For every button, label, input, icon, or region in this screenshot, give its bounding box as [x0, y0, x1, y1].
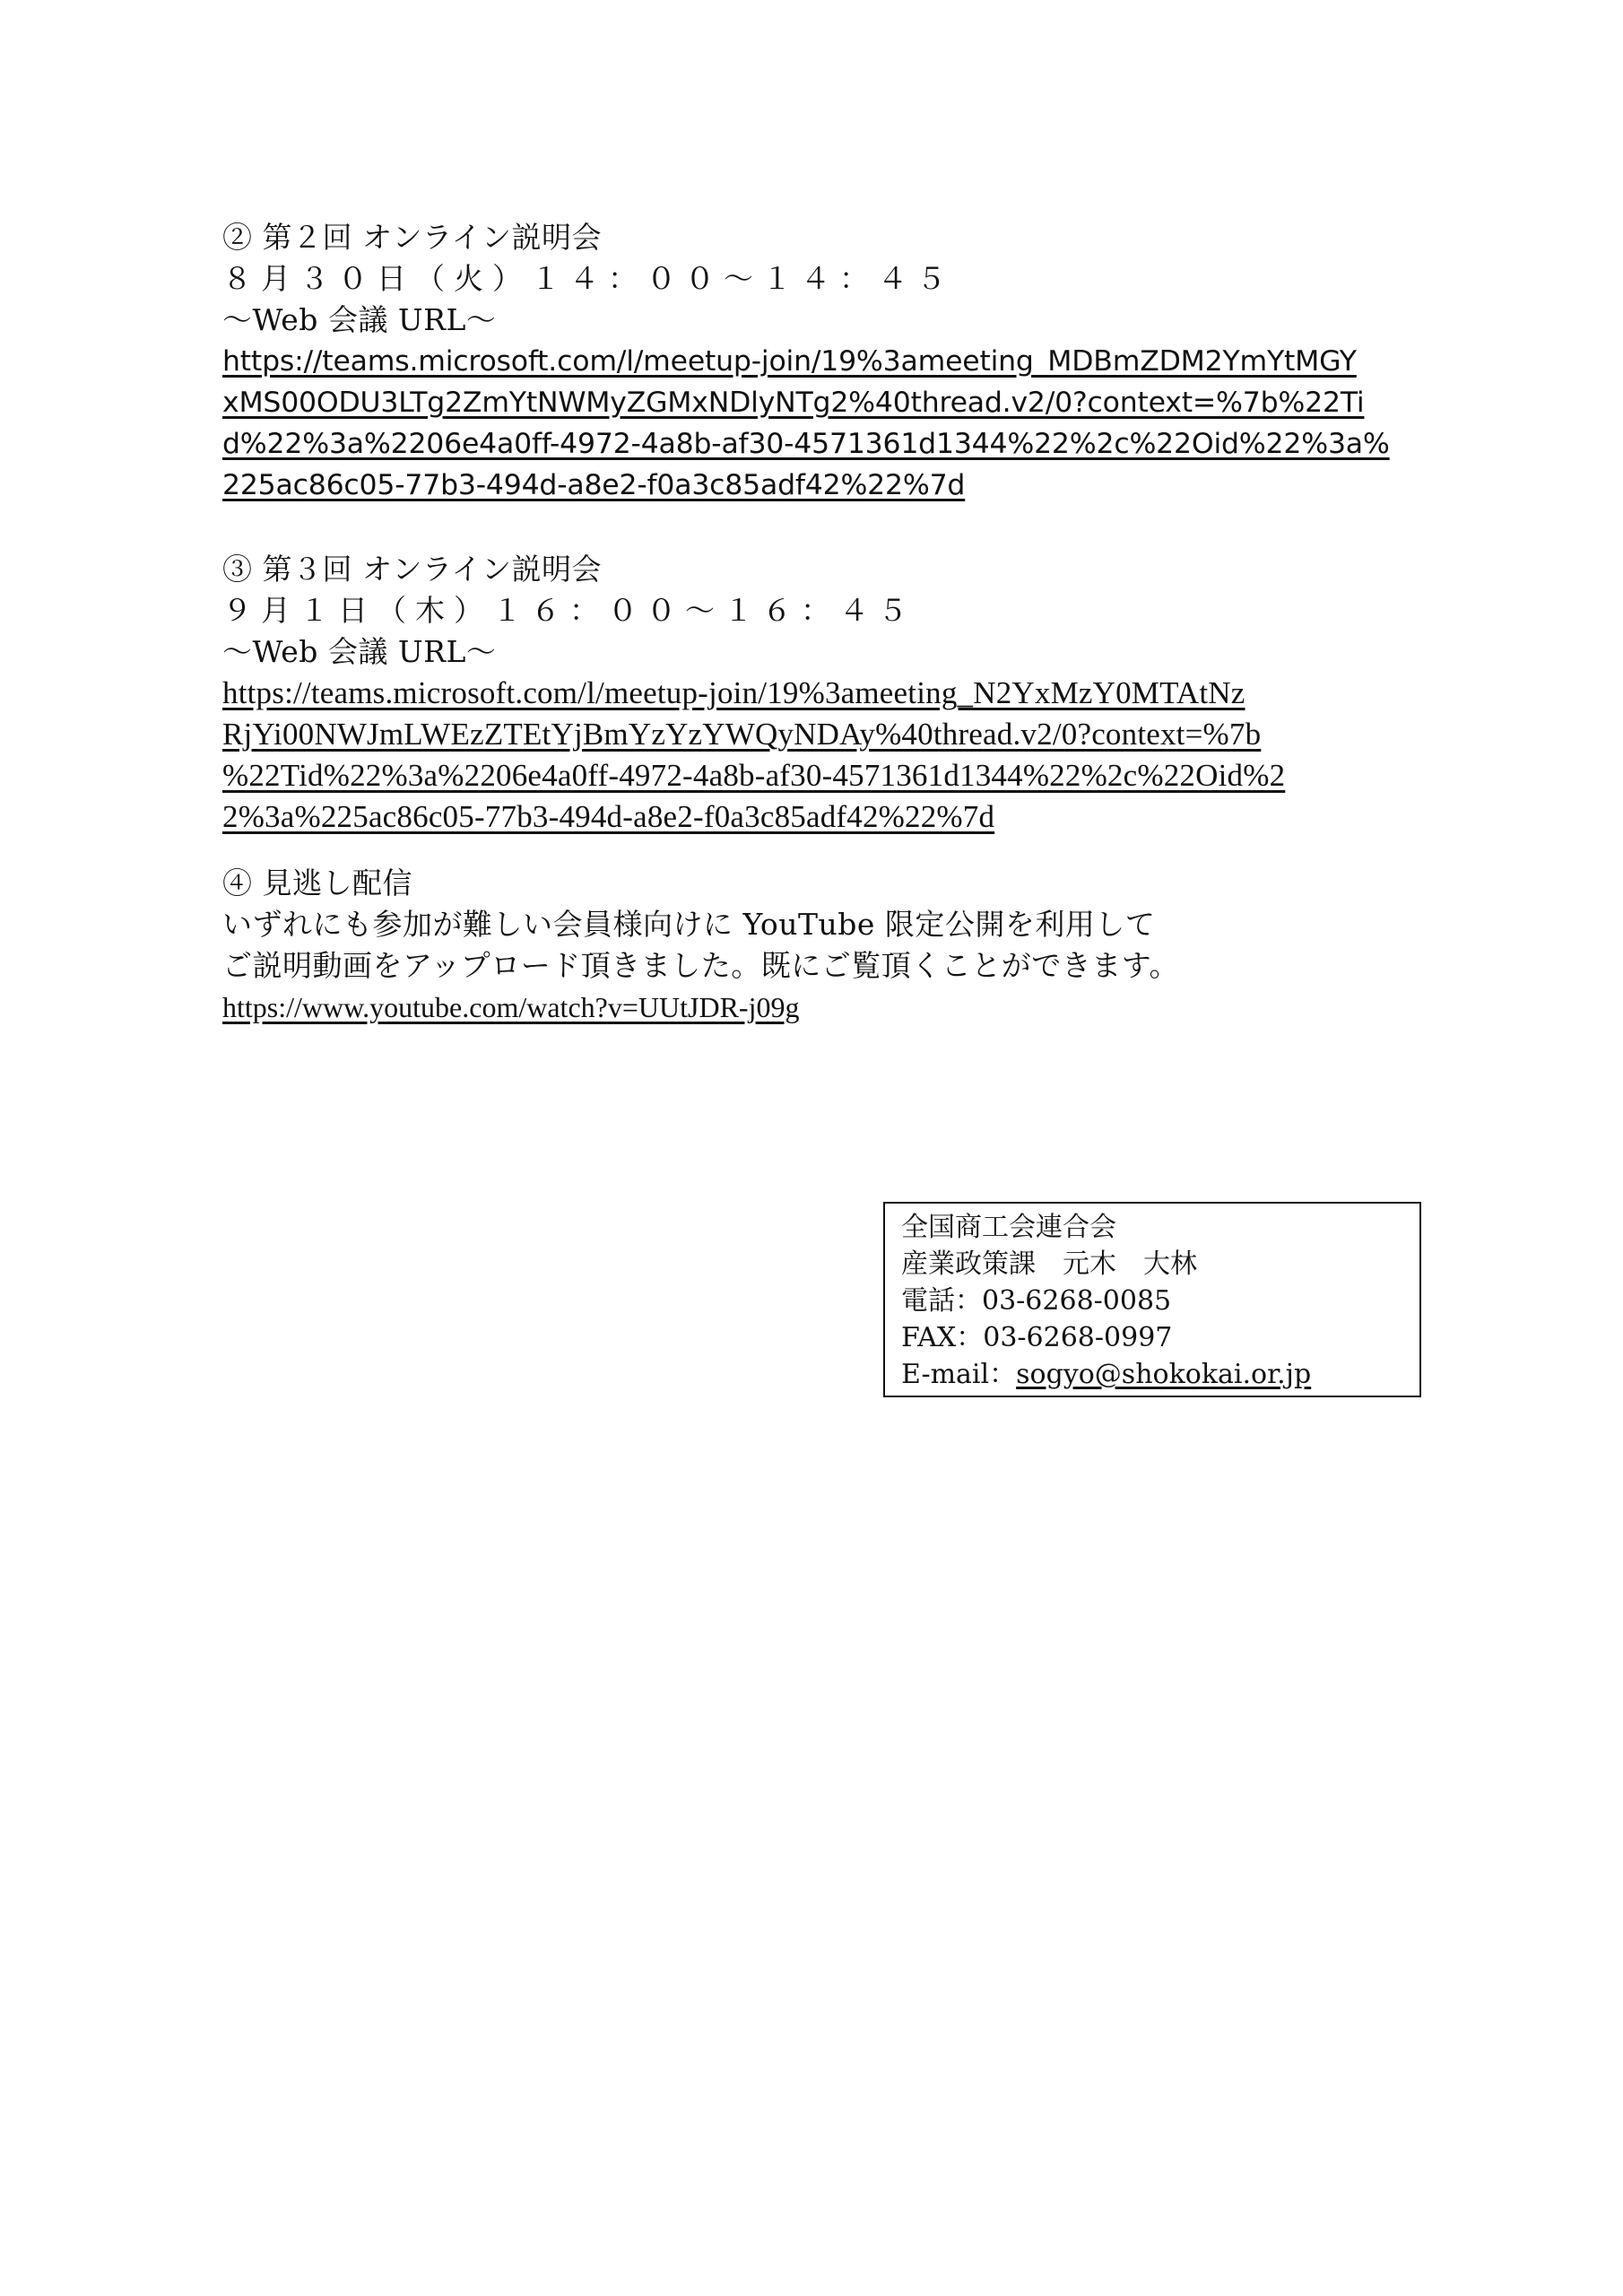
contact-org: 全国商工会連合会 [901, 1212, 1116, 1243]
session-3-section [222, 549, 1406, 838]
contact-email-row [901, 1356, 1419, 1393]
session-3-heading: ③ 第３回 オンライン説明会 [222, 552, 602, 587]
session-3-url[interactable] [222, 673, 1406, 838]
contact-box [883, 1202, 1421, 1397]
contact-email-link[interactable]: sogyo@shokokai.or.jp [1016, 1359, 1312, 1390]
session-2-url-line-4[interactable]: 225ac86c05-77b3-494d-a8e2-f0a3c85adf42%22%7d [222, 469, 966, 501]
session-2-url-line-3[interactable]: d%22%3a%2206e4a0ff-4972-4a8b-af30-4571361d1344%22%2c%22Oid%22%3a% [222, 428, 1390, 460]
session-2-web-label: ～Web 会議 URL～ [222, 302, 497, 337]
session-3-datetime: ９月１日（木）１６：００～１６：４５ [222, 593, 916, 628]
session-3-url-line-4[interactable]: 2%3a%225ac86c05-77b3-494d-a8e2-f0a3c85adf42%22%7d [222, 799, 995, 834]
contact-tel: 電話：03-6268-0085 [901, 1285, 1172, 1317]
session-3-web-label: ～Web 会議 URL～ [222, 634, 497, 669]
session-2-datetime: ８月３０日（火）１４：００～１４：４５ [222, 261, 955, 296]
contact-email-label: E-mail： [901, 1359, 1017, 1390]
replay-body-line-2: ご説明動画をアップロード頂きました。既にご覧頂くことができます。 [222, 948, 1180, 983]
session-3-url-line-3[interactable]: %22Tid%22%3a%2206e4a0ff-4972-4a8b-af30-4571361d1344%22%2c%22Oid%2 [222, 758, 1286, 793]
session-2-heading: ② 第２回 オンライン説明会 [222, 220, 602, 255]
contact-dept: 産業政策課 元木 大林 [901, 1248, 1197, 1280]
session-3-url-line-2[interactable]: RjYi00NWJmLWEzZTEtYjBmYzYzYWQyNDAy%40thread.v2/0?context=%7b [222, 717, 1262, 752]
youtube-link[interactable]: https://www.youtube.com/watch?v=UUtJDR-j09g [222, 991, 800, 1023]
session-3-url-line-1[interactable]: https://teams.microsoft.com/l/meetup-join/19%3ameeting_N2YxMzY0MTAtNz [222, 675, 1245, 710]
session-2-url-line-2[interactable]: xMS00ODU3LTg2ZmYtNWMyZGMxNDlyNTg2%40thread.v2/0?context=%7b%22Ti [222, 387, 1365, 419]
session-2-url[interactable] [222, 341, 1406, 506]
session-2-section [222, 217, 1406, 506]
session-2-url-line-1[interactable]: https://teams.microsoft.com/l/meetup-join/19%3ameeting_MDBmZDM2YmYtMGY [222, 345, 1357, 378]
replay-heading: ④ 見逃し配信 [222, 865, 412, 900]
replay-body-line-1: いずれにも参加が難しい会員様向けに YouTube 限定公開を利用して [222, 907, 1156, 942]
replay-section [222, 863, 1406, 1028]
contact-fax: FAX：03-6268-0997 [901, 1322, 1173, 1353]
